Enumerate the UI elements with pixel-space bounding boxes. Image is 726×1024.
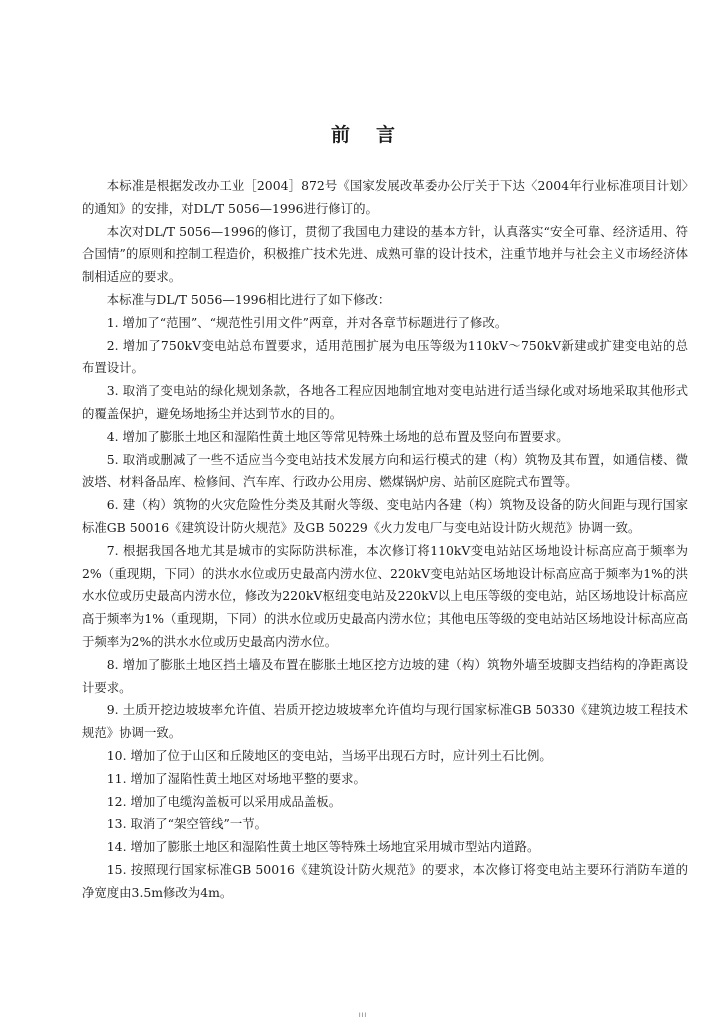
list-item: 1. 增加了“范围”、“规范性引用文件”两章，并对各章节标题进行了修改。 xyxy=(106,314,508,330)
page-number: III xyxy=(358,1012,368,1019)
list-item: 14. 增加了膨胀土地区和湿陷性黄土地区等特殊土场地宜采用城市型站内道路。 xyxy=(106,839,540,855)
list-item: 4. 增加了膨胀土地区和湿陷性黄土地区等常见特殊土场地的总布置及竖向布置要求。 xyxy=(106,428,569,444)
list-item: 6. 建（构）筑物的火灾危险性分类及其耐火等级、变电站内各建（构）筑物及设备的防火间距与现行国家标准GB 50016《建筑设计防火规范》及GB 50229《火力发电厂与变电站设计防火规范》协调一致。 xyxy=(82,497,688,535)
list-item: 13. 取消了“架空管线”一节。 xyxy=(106,816,268,832)
list-item: 2. 增加了750kV变电站总布置要求，适用范围扩展为电压等级为110kV～750kV新建或扩建变电站的总布置设计。 xyxy=(82,337,688,376)
list-item: 15. 按照现行国家标准GB 50016《建筑设计防火规范》的要求，本次修订将变电站主要环行消防车道的净宽度由3.5m修改为4m。 xyxy=(82,861,688,900)
list-item: 8. 增加了膨胀土地区挡土墙及布置在膨胀土地区挖方边坡的建（构）筑物外墙至坡脚支挡结构的净距离设计要求。 xyxy=(82,656,688,695)
page-title: 前言 xyxy=(330,124,421,146)
document-body xyxy=(82,175,688,905)
list-item: 5. 取消或删减了一些不适应当今变电站技术发展方向和运行模式的建（构）筑物及其布置，如通信楼、微波塔、材料备品库、检修间、汽车库、行政办公用房、燃煤锅炉房、站前区庭院式布置等。 xyxy=(82,451,688,490)
list-item: 3. 取消了变电站的绿化规划条款，各地各工程应因地制宜地对变电站进行适当绿化或对场地采取其他形式的覆盖保护，避免场地扬尘并达到节水的目的。 xyxy=(82,383,688,421)
paragraph: 本标准是根据发改办工业［2004］872号《国家发展改革委办公厅关于下达〈2004年行业标准项目计划〉的通知》的安排，对DL/T 5056—1996进行修订的。 xyxy=(82,178,688,216)
list-item: 11. 增加了湿陷性黄土地区对场地平整的要求。 xyxy=(106,770,366,786)
list-item: 10. 增加了位于山区和丘陵地区的变电站，当场平出现石方时，应计列土石比例。 xyxy=(106,747,552,763)
list-item: 12. 增加了电缆沟盖板可以采用成品盖板。 xyxy=(106,793,342,809)
list-item: 7. 根据我国各地尤其是城市的实际防洪标准，本次修订将110kV变电站站区场地设计标高应高于频率为2%（重现期，下同）的洪水水位或历史最高内涝水位、220kV变电站站区场地设计标高应高于频率为1%的洪水水位或历史最高内涝水位，修改为220kV枢纽变电站及220kV以上电压等级的变电站，站区场地设计标高应高于频率为1%（重现期，下同）的洪水位或历史最高内涝水位；其他电压等级的变电站站区场地设计标高应高于频率为2%的洪水水位或历史最高内涝水位。 xyxy=(82,542,688,649)
paragraph: 本次对DL/T 5056—1996的修订，贯彻了我国电力建设的基本方针，认真落实“安全可靠、经济适用、符合国情”的原则和控制工程造价，积极推广技术先进、成熟可靠的设计技术，注重节地并与社会主义市场经济体制相适应的要求。 xyxy=(82,223,688,285)
list-item: 9. 土质开挖边坡坡率允许值、岩质开挖边坡坡率允许值均与现行国家标准GB 50330《建筑边坡工程技术规范》协调一致。 xyxy=(82,702,688,741)
paragraph: 本标准与DL/T 5056—1996相比进行了如下修改： xyxy=(106,291,391,307)
